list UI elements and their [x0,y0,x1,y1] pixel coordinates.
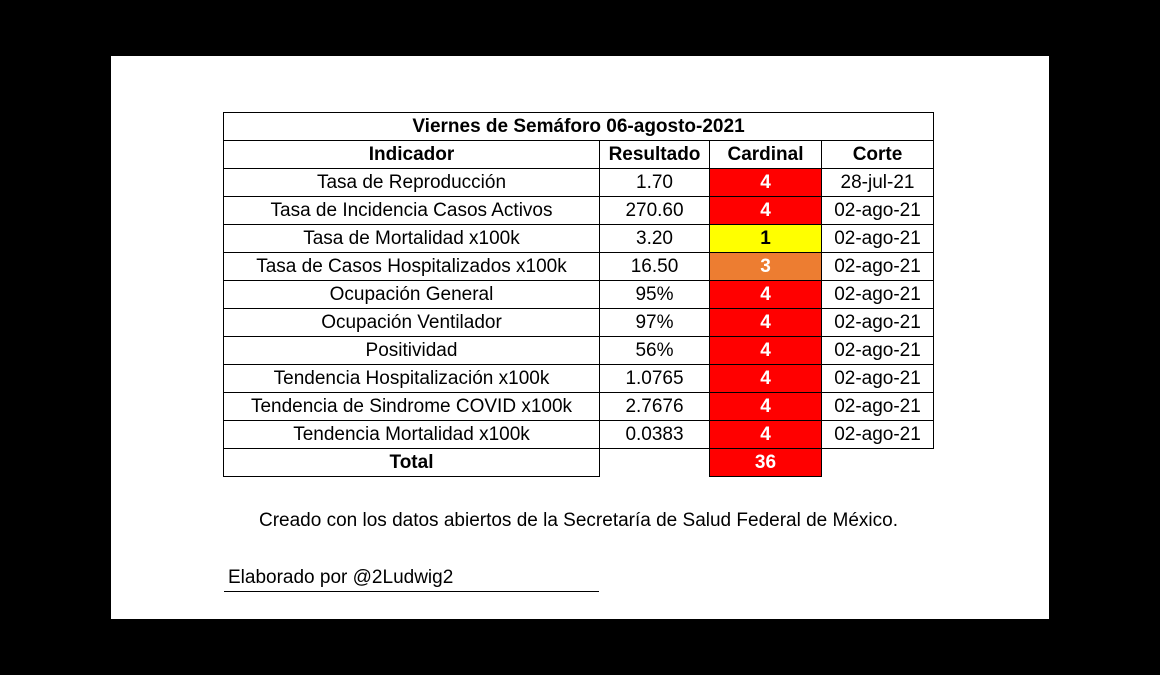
cell-resultado: 3.20 [600,225,710,253]
cell-indicador: Tendencia Hospitalización x100k [224,365,600,393]
cell-indicador: Tasa de Casos Hospitalizados x100k [224,253,600,281]
cell-resultado: 95% [600,281,710,309]
cell-corte: 02-ago-21 [822,309,934,337]
cell-resultado: 56% [600,337,710,365]
total-row [224,449,934,477]
cell-indicador: Tendencia Mortalidad x100k [224,421,600,449]
cell-indicador: Positividad [224,337,600,365]
cell-cardinal: 4 [710,281,822,309]
header-cardinal: Cardinal [710,141,822,169]
cell-cardinal: 4 [710,365,822,393]
cell-indicador: Tasa de Reproducción [224,169,600,197]
table-row [224,253,934,281]
table-row [224,421,934,449]
header-resultado: Resultado [600,141,710,169]
cell-resultado: 1.70 [600,169,710,197]
table-row [224,197,934,225]
table-row [224,365,934,393]
total-label: Total [224,449,600,477]
cell-corte: 02-ago-21 [822,281,934,309]
cell-cardinal: 4 [710,337,822,365]
cell-cardinal: 4 [710,309,822,337]
cell-resultado: 2.7676 [600,393,710,421]
table-row [224,309,934,337]
total-empty-cell [600,449,710,477]
cell-corte: 02-ago-21 [822,337,934,365]
table-row [224,225,934,253]
cell-corte: 28-jul-21 [822,169,934,197]
cell-indicador: Ocupación General [224,281,600,309]
cell-corte: 02-ago-21 [822,253,934,281]
cell-indicador: Tasa de Mortalidad x100k [224,225,600,253]
table-row [224,169,934,197]
cell-resultado: 270.60 [600,197,710,225]
header-indicador: Indicador [224,141,600,169]
title-row [224,113,934,141]
cell-corte: 02-ago-21 [822,225,934,253]
semaforo-table [223,112,934,477]
table-row [224,393,934,421]
cell-resultado: 1.0765 [600,365,710,393]
total-value: 36 [710,449,822,477]
cell-resultado: 16.50 [600,253,710,281]
header-corte: Corte [822,141,934,169]
cell-cardinal: 4 [710,421,822,449]
cell-corte: 02-ago-21 [822,197,934,225]
cell-indicador: Tendencia de Sindrome COVID x100k [224,393,600,421]
cell-cardinal: 3 [710,253,822,281]
cell-cardinal: 4 [710,197,822,225]
cell-corte: 02-ago-21 [822,421,934,449]
cell-indicador: Ocupación Ventilador [224,309,600,337]
cell-cardinal: 4 [710,169,822,197]
author-credit: Elaborado por @2Ludwig2 [224,565,599,592]
cell-corte: 02-ago-21 [822,365,934,393]
table-row [224,337,934,365]
cell-cardinal: 1 [710,225,822,253]
spreadsheet-page [111,56,1049,619]
cell-cardinal: 4 [710,393,822,421]
cell-resultado: 97% [600,309,710,337]
total-empty-cell [822,449,934,477]
cell-indicador: Tasa de Incidencia Casos Activos [224,197,600,225]
table-row [224,281,934,309]
cell-corte: 02-ago-21 [822,393,934,421]
table-title: Viernes de Semáforo 06-agosto-2021 [224,113,934,141]
cell-resultado: 0.0383 [600,421,710,449]
header-row [224,141,934,169]
source-note: Creado con los datos abiertos de la Secretaría de Salud Federal de México. [259,510,898,531]
